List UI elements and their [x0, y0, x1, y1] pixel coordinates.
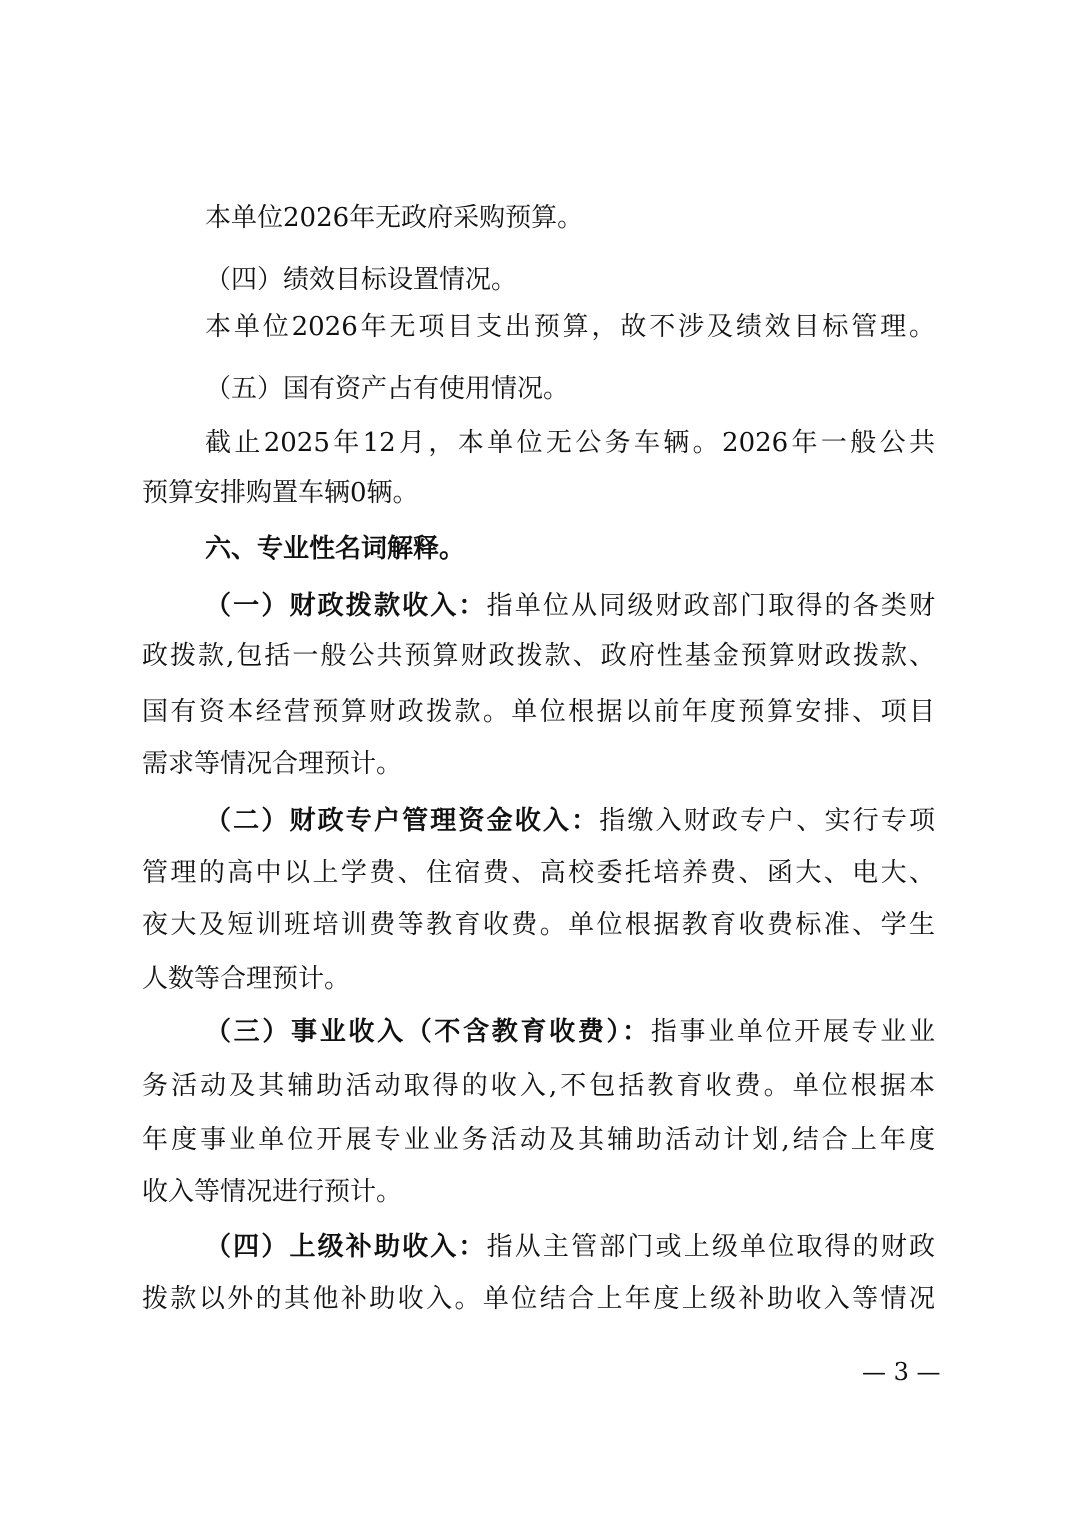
text-line: [142, 1123, 935, 1157]
term-label: （四）上级补助收入：: [205, 1232, 487, 1262]
line-text: 收入等情况进行预计。: [142, 1177, 403, 1207]
text-line: [205, 1230, 935, 1264]
line-text: 夜大及短训班培训费等教育收费。单位根据教育收费标准、学生: [142, 910, 935, 940]
section-heading: [205, 532, 935, 566]
line-text: 指缴入财政专户、实行专项: [599, 806, 935, 836]
term-label: （一）财政拨款收入：: [205, 591, 487, 621]
text-line: [142, 476, 935, 510]
line-text: 年度事业单位开展专业业务活动及其辅助活动计划,结合上年度: [142, 1125, 935, 1155]
line-text: 务活动及其辅助活动取得的收入,不包括教育收费。单位根据本: [142, 1071, 935, 1101]
line-text: 国有资本经营预算财政拨款。单位根据以前年度预算安排、项目: [142, 697, 935, 727]
line-text: 截止2025年12月，本单位无公务车辆。2026年一般公共: [205, 428, 935, 458]
text-line: [142, 908, 935, 942]
term-label: （二）财政专户管理资金收入：: [205, 806, 600, 836]
text-line: [205, 263, 935, 297]
text-line: [142, 962, 935, 996]
line-text: 人数等合理预计。: [142, 964, 351, 994]
line-text: 预算安排购置车辆0辆。: [142, 478, 419, 508]
text-line: [205, 804, 935, 838]
line-text: 政拨款,包括一般公共预算财政拨款、政府性基金预算财政拨款、: [142, 641, 935, 671]
text-line: [142, 1282, 935, 1316]
text-line: [205, 201, 935, 235]
heading-text: 六、专业性名词解释。: [205, 534, 466, 564]
text-line: [205, 589, 935, 623]
line-text: （四）绩效目标设置情况。: [205, 265, 518, 295]
line-text: 指从主管部门或上级单位取得的财政: [486, 1232, 935, 1262]
line-text: 本单位2026年无项目支出预算，故不涉及绩效目标管理。: [205, 312, 935, 342]
line-text: 需求等情况合理预计。: [142, 749, 403, 779]
text-line: [142, 639, 935, 673]
text-line: [142, 856, 935, 890]
text-line: [205, 372, 935, 406]
text-line: [205, 310, 935, 344]
page-number: — 3 —: [862, 1358, 941, 1386]
text-line: [205, 426, 935, 460]
line-text: 拨款以外的其他补助收入。单位结合上年度上级补助收入等情况: [142, 1284, 935, 1314]
line-text: 指事业单位开展专业业: [650, 1017, 935, 1047]
line-text: （五）国有资产占有使用情况。: [205, 374, 570, 404]
text-line: [142, 695, 935, 729]
line-text: 管理的高中以上学费、住宿费、高校委托培养费、函大、电大、: [142, 858, 935, 888]
term-label: （三）事业收入（不含教育收费）：: [205, 1017, 651, 1047]
text-line: [142, 1175, 935, 1209]
line-text: 本单位2026年无政府采购预算。: [205, 203, 584, 233]
text-line: [142, 747, 935, 781]
text-line: [142, 1069, 935, 1103]
text-line: [205, 1015, 935, 1049]
line-text: 指单位从同级财政部门取得的各类财: [486, 591, 935, 621]
